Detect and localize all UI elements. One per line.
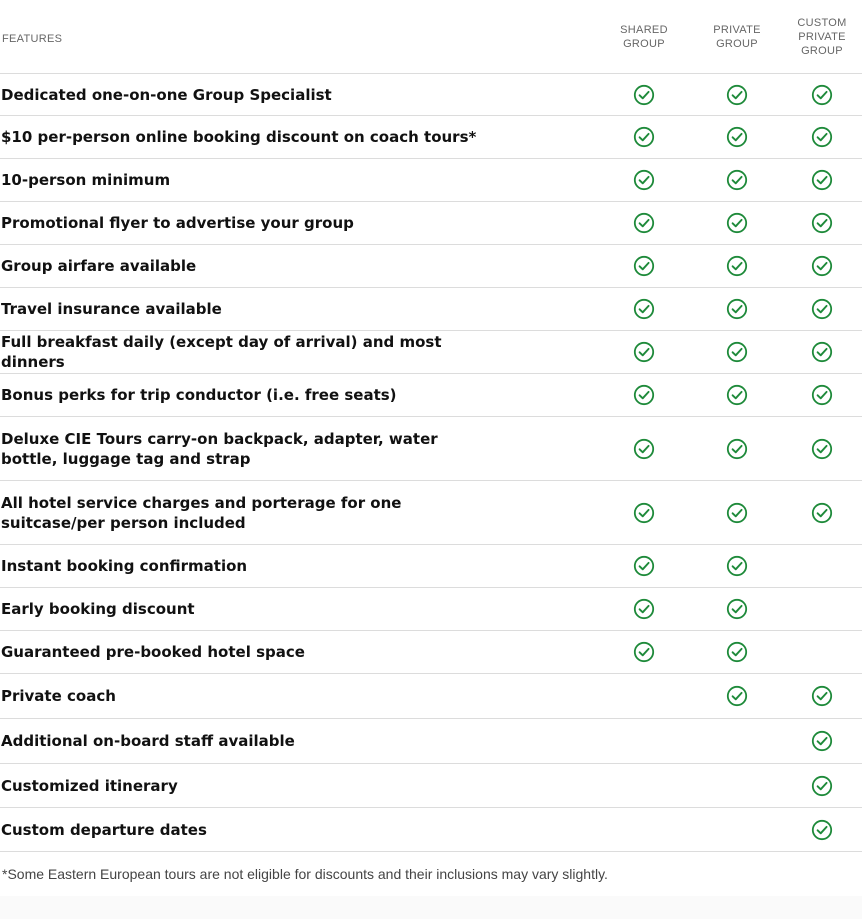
feature-cell [0,116,596,159]
shared-group-cell [596,808,692,852]
custom-private-group-header-line: GROUP [801,44,843,57]
feature-label: Early booking discount [1,600,195,618]
shared-group-cell [596,674,692,719]
shared-group-cell [596,545,692,588]
circle-check-icon [811,730,833,752]
custom-private-group-header-line: CUSTOM [797,16,847,29]
circle-check-icon [811,255,833,277]
circle-check-icon [726,126,748,148]
feature-cell [0,719,596,764]
shared-group-cell [596,116,692,159]
shared-group-cell [596,588,692,631]
feature-label: Full breakfast daily (except day of arrival) and most dinners [1,333,442,371]
custom-private-group-column-header [782,0,862,74]
custom-private-group-cell [782,331,862,374]
custom-private-group-cell [782,245,862,288]
feature-cell [0,545,596,588]
feature-label: Bonus perks for trip conductor (i.e. free seats) [1,386,397,404]
table-row [0,588,862,631]
circle-check-icon [633,126,655,148]
table-row [0,764,862,808]
circle-check-icon [633,212,655,234]
custom-private-group-cell [782,417,862,481]
custom-private-group-cell [782,288,862,331]
private-group-cell [692,159,782,202]
shared-group-cell [596,417,692,481]
shared-group-cell [596,719,692,764]
circle-check-icon [726,298,748,320]
circle-check-icon [811,775,833,797]
feature-label: Guaranteed pre-booked hotel space [1,643,305,661]
private-group-cell [692,417,782,481]
circle-check-icon [726,384,748,406]
shared-group-column-header [596,0,692,74]
private-group-header-line: PRIVATE [713,23,761,36]
circle-check-icon [811,384,833,406]
table-row [0,288,862,331]
shared-group-header-line: SHARED [620,23,668,36]
circle-check-icon [726,255,748,277]
private-group-column-header [692,0,782,74]
custom-private-group-cell [782,674,862,719]
circle-check-icon [633,298,655,320]
feature-cell [0,374,596,417]
private-group-cell [692,374,782,417]
feature-cell [0,808,596,852]
private-group-cell [692,674,782,719]
feature-label: Private coach [1,687,116,705]
feature-cell [0,674,596,719]
shared-group-cell [596,202,692,245]
custom-private-group-header-line: PRIVATE [798,30,846,43]
shared-group-cell [596,331,692,374]
feature-label: Additional on-board staff available [1,732,295,750]
circle-check-icon [633,555,655,577]
table-row [0,74,862,116]
custom-private-group-cell [782,588,862,631]
table-row [0,417,862,481]
feature-cell [0,74,596,116]
circle-check-icon [811,84,833,106]
private-group-cell [692,288,782,331]
table-row [0,331,862,374]
private-group-cell [692,588,782,631]
custom-private-group-cell [782,719,862,764]
private-group-cell [692,202,782,245]
private-group-cell [692,719,782,764]
circle-check-icon [633,502,655,524]
shared-group-cell [596,74,692,116]
shared-group-header-line: GROUP [623,37,665,50]
circle-check-icon [726,84,748,106]
private-group-cell [692,245,782,288]
custom-private-group-cell [782,631,862,674]
circle-check-icon [811,502,833,524]
circle-check-icon [726,438,748,460]
feature-label: Group airfare available [1,257,197,275]
shared-group-cell [596,631,692,674]
features-column-header: FEATURES [0,0,596,74]
circle-check-icon [726,641,748,663]
table-row [0,116,862,159]
shared-group-cell [596,159,692,202]
feature-label: Dedicated one-on-one Group Specialist [1,85,332,104]
feature-cell [0,202,596,245]
feature-label: $10 per-person online booking discount on coach tours* [1,128,477,146]
circle-check-icon [633,641,655,663]
table-row [0,245,862,288]
custom-private-group-cell [782,808,862,852]
circle-check-icon [633,598,655,620]
custom-private-group-cell [782,116,862,159]
shared-group-cell [596,288,692,331]
private-group-header-line: GROUP [716,37,758,50]
private-group-cell [692,631,782,674]
circle-check-icon [726,598,748,620]
circle-check-icon [726,502,748,524]
custom-private-group-cell [782,481,862,545]
feature-label: All hotel service charges and porterage for one suitcase/per person included [1,493,402,532]
private-group-cell [692,481,782,545]
shared-group-cell [596,374,692,417]
feature-cell [0,588,596,631]
circle-check-icon [726,555,748,577]
private-group-cell [692,331,782,374]
feature-rows [0,74,862,852]
feature-label: 10-person minimum [1,171,171,189]
circle-check-icon [633,169,655,191]
circle-check-icon [633,341,655,363]
table-row [0,545,862,588]
feature-label: Customized itinerary [1,776,178,795]
private-group-cell [692,808,782,852]
custom-private-group-cell [782,202,862,245]
circle-check-icon [811,341,833,363]
table-row [0,631,862,674]
circle-check-icon [811,169,833,191]
shared-group-cell [596,481,692,545]
custom-private-group-cell [782,764,862,808]
circle-check-icon [726,212,748,234]
circle-check-icon [633,84,655,106]
private-group-cell [692,545,782,588]
circle-check-icon [811,212,833,234]
feature-cell [0,481,596,545]
feature-cell [0,631,596,674]
feature-label: Custom departure dates [1,820,207,839]
table-row [0,674,862,719]
circle-check-icon [811,819,833,841]
header-row [0,0,862,74]
feature-cell [0,417,596,481]
shared-group-cell [596,764,692,808]
feature-cell [0,331,596,374]
table-row [0,481,862,545]
table-row [0,808,862,852]
circle-check-icon [811,126,833,148]
table-row [0,202,862,245]
table-row [0,159,862,202]
circle-check-icon [726,685,748,707]
table-header [0,0,862,74]
circle-check-icon [811,298,833,320]
feature-cell [0,245,596,288]
private-group-cell [692,116,782,159]
feature-label: Deluxe CIE Tours carry-on backpack, adapter, water bottle, luggage tag and strap [1,429,438,468]
circle-check-icon [811,438,833,460]
circle-check-icon [726,169,748,191]
circle-check-icon [726,341,748,363]
feature-cell [0,764,596,808]
table-row [0,719,862,764]
footnote: *Some Eastern European tours are not eligible for discounts and their inclusions may vary slightly. [0,852,862,896]
private-group-cell [692,74,782,116]
table-row [0,374,862,417]
feature-label: Promotional flyer to advertise your group [1,214,354,232]
custom-private-group-cell [782,159,862,202]
private-group-cell [692,764,782,808]
custom-private-group-cell [782,545,862,588]
feature-label: Travel insurance available [1,300,222,318]
circle-check-icon [633,438,655,460]
circle-check-icon [811,685,833,707]
feature-label: Instant booking confirmation [1,557,248,575]
shared-group-cell [596,245,692,288]
circle-check-icon [633,255,655,277]
circle-check-icon [633,384,655,406]
feature-cell [0,288,596,331]
custom-private-group-cell [782,374,862,417]
feature-cell [0,159,596,202]
custom-private-group-cell [782,74,862,116]
